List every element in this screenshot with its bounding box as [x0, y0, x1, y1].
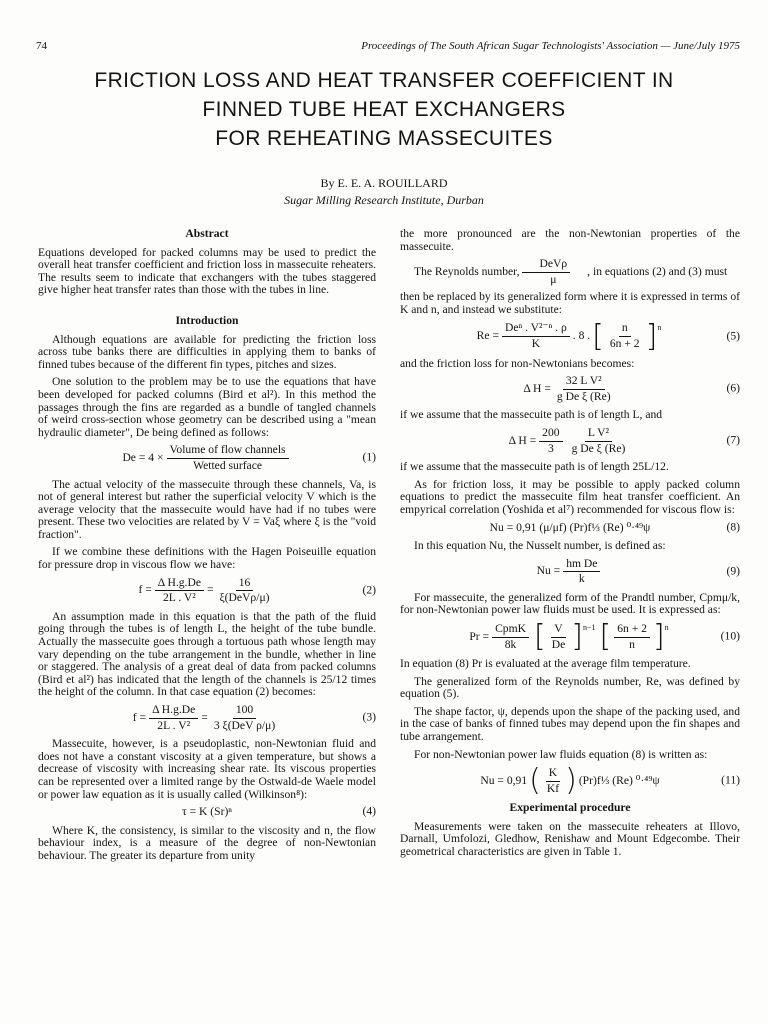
numerator: CpmK	[492, 623, 529, 638]
equation-11	[400, 763, 740, 799]
denominator: 2L . V²	[157, 718, 191, 732]
journal-header: Proceedings of The South African Sugar Technologists' Association — June/July 1975	[361, 40, 740, 52]
numerator: Δ H.g.De	[155, 577, 204, 592]
numerator: hm De	[563, 558, 600, 573]
denominator: g De ξ (Re)	[556, 389, 611, 403]
fraction	[492, 623, 529, 651]
left-column	[38, 228, 376, 868]
equation-number: (11)	[721, 773, 740, 787]
title-line-2: FINNED TUBE HEAT EXCHANGERS	[202, 98, 566, 121]
numerator: DeVρ	[522, 258, 570, 273]
denominator: K	[531, 337, 541, 351]
equation-number: (3)	[362, 710, 376, 724]
paragraph	[400, 258, 740, 286]
equation-number: (1)	[362, 451, 376, 465]
paragraph: For massecuite, the generalized form of the Prandtl number, Cpmμ/k, for non-Newtonian power law fluids must be used. It is expressed as:	[400, 590, 740, 617]
equation-number: (2)	[362, 583, 376, 597]
paragraph: In this equation Nu, the Nusselt number, is defined as:	[414, 539, 666, 553]
denominator: 3 ξ(DeV ρ/μ)	[213, 718, 276, 732]
denominator: μ	[550, 272, 557, 286]
numerator: 32 L V²	[563, 375, 605, 390]
equation-number: (6)	[726, 381, 740, 395]
fraction	[167, 444, 289, 472]
title-line-3: FOR REHEATING MASSECUITES	[215, 127, 553, 150]
eq-lhs: Δ H =	[508, 433, 537, 447]
paragraph: The generalized form of the Reynolds number, Re, was defined by equation (5).	[400, 674, 740, 701]
eq-lhs: Re =	[476, 329, 499, 343]
fraction	[149, 704, 198, 732]
numerator: Deⁿ . V²⁻ⁿ . ρ	[502, 322, 570, 337]
numerator: K	[546, 767, 560, 782]
equation-7	[400, 427, 740, 455]
text-span: The Reynolds number,	[414, 264, 520, 278]
right-column	[400, 228, 740, 864]
bracket: [ $\frac{V}{De}$ ] n−1	[534, 619, 596, 655]
numerator: Volume of flow channels	[167, 444, 289, 459]
fraction	[522, 258, 570, 286]
abstract-heading: Abstract	[185, 227, 229, 240]
equation-number: (7)	[726, 433, 740, 447]
eq-lhs: Nu =	[536, 564, 561, 578]
paragraph: As for friction loss, it may be possible to apply packed column equations to predict the massecuite film heat transfer coefficient. An empyrical correlation (Yoshida et al⁷) recommended for viscous flow is:	[400, 477, 740, 516]
denominator: ξ(DeVρ/μ)	[219, 591, 270, 605]
numerator: Δ H.g.De	[149, 704, 198, 719]
equation-2: f = $\frac{\text{Δ H.g.De}}{\text{2L . V²}}$ = $\frac{16}{\text{ξ(DeVρ/μ)}}$ (2)	[138, 575, 376, 605]
eq-rhs: (Pr)f⅓ (Re) ⁰·⁴⁹ψ	[578, 773, 660, 787]
introduction-heading: Introduction	[175, 313, 239, 327]
fraction	[607, 322, 643, 350]
equation-9	[400, 558, 740, 586]
numerator: n	[619, 322, 631, 337]
eq-lhs: De = 4 ×	[122, 451, 164, 465]
fraction	[549, 623, 569, 651]
exponent: n−1	[582, 623, 596, 633]
equation-10	[400, 619, 740, 655]
fraction	[563, 558, 600, 586]
numerator: 100	[233, 704, 256, 719]
equation-number: (4)	[362, 805, 376, 819]
numerator: L V²	[585, 427, 612, 442]
paragraph: The shape factor, ψ, depends upon the shape of the packing used, and in the case of banks of finned tubes may depend upon the fin shapes and tube arrangement.	[400, 704, 740, 744]
exponent: n	[657, 322, 662, 332]
denominator: Wetted surface	[193, 458, 262, 472]
numerator: 200	[539, 427, 562, 442]
paragraph: if we assume that the massecuite path is of length L, and	[400, 408, 663, 422]
paragraph: and the friction loss for non-Newtonians becomes:	[400, 356, 635, 370]
denominator: k	[578, 572, 585, 586]
eq-body: Nu = 0,91 (μ/μf) (Pr)f⅓ (Re) ⁰·⁴⁹ψ	[489, 520, 651, 534]
exponent: n	[664, 623, 669, 633]
text-span: , in equations (2) and (3) must	[587, 264, 728, 278]
paragraph: In equation (8) Pr is evaluated at the average film temperature.	[400, 657, 691, 671]
equation-number: (8)	[726, 520, 740, 534]
denominator: 3	[547, 441, 554, 455]
fraction	[569, 427, 629, 455]
paragraph: then be replaced by its generalized form where it is expressed in terms of K and n, and instead we substitute:	[400, 290, 740, 316]
fraction	[211, 704, 278, 732]
eq-lhs: Δ H =	[523, 381, 551, 395]
eq-lhs: Pr =	[469, 629, 490, 643]
equation-3: f = $\frac{\text{Δ H.g.De}}{\text{2L . V²}}$ = $\frac{100}{\text{3 ξ(DeV ρ/μ)}}$ (3)	[132, 703, 376, 732]
numerator: 6n + 2	[614, 623, 650, 638]
equation-5	[400, 318, 740, 354]
bracket: [ $\frac{6n + 2}{n}$ ] n	[599, 619, 669, 655]
numerator: V	[551, 623, 565, 638]
denominator: n	[629, 637, 635, 651]
paragraph: Although equations are available for predicting the friction loss across tube banks there are difficulties in applying them to banks of finned tubes because of the different fin types, pitches and sizes.	[38, 332, 376, 371]
paragraph: For non-Newtonian power law fluids equation (8) is written as:	[414, 747, 708, 761]
fraction	[544, 767, 562, 795]
paragraph: Where K, the consistency, is similar to the viscosity and n, the flow behaviour index, is a measure of the degree of non-Newtonian behaviour. The greater its departure from unity	[38, 823, 376, 862]
abstract-text: Equations developed for packed columns may be used to predict the overall heat transfer coefficient and friction loss in massecuite reheaters. The results seem to indicate that exchangers with the tubes staggered give higher heat transfer rates than those with the tubes in line.	[38, 245, 376, 297]
paragraph: If we combine these definitions with the Hagen Poiseuille equation for pressure drop in viscous flow we have:	[38, 545, 376, 572]
denominator: 2L . V²	[162, 591, 196, 605]
denominator: g De ξ (Re)	[571, 441, 626, 455]
paragraph: An assumption made in this equation is that the path of the fluid going through the tubes is of length L, the height of the tube bundle. Actually the massecuite goes through a tortuous path whose length may vary depending on the tube arrangement in the bundle, whether in line or staggered. The analysis of a great deal of data from packed columns (Bird et al²) has indicated that the length of the channels is 25/12 times the height of the column. In that case equation (2) becomes:	[38, 609, 376, 699]
paragraph: Massecuite, however, is a pseudoplastic, non-Newtonian fluid and does not have a constant viscosity at a given temperature, but shows a decrease of viscosity with increasing shear rate. Its viscous properties can be represented over a limited range by the Ostwald-de Waele model or power law equation as it is usually called (Wilkinson⁸):	[38, 737, 376, 801]
title-line-1: FRICTION LOSS AND HEAT TRANSFER COEFFICIENT IN	[94, 69, 674, 92]
paren: ( $\frac{K}{Kf}$ )	[529, 763, 577, 799]
equation-6	[400, 375, 740, 403]
paper-title	[0, 66, 768, 153]
fraction	[502, 322, 570, 350]
denominator: 6n + 2	[609, 337, 640, 351]
equation-number: (10)	[720, 629, 740, 643]
denominator: De	[551, 637, 566, 651]
paragraph: if we assume that the massecuite path is of length 25L/12.	[400, 460, 669, 474]
denominator: Kf	[546, 781, 560, 795]
paragraph: the more pronounced are the non-Newtonian properties of the massecuite.	[400, 227, 740, 253]
bracket: [ $\frac{n}{6n + 2}$ ] n	[592, 318, 662, 354]
fraction	[155, 577, 204, 605]
equation-1	[38, 444, 376, 472]
equation-4	[38, 806, 376, 819]
paragraph: One solution to the problem may be to use the equations that have been developed for packed columns (Bird et al²). In this method the passages through the fins are regarded as a bundle of tangled channels of weird cross-section whose geometry can be described using a "mean hydraulic diameter", De being defined as follows:	[38, 375, 376, 439]
equation-8	[400, 522, 740, 535]
eq-lhs: f =	[132, 710, 147, 724]
fraction	[554, 375, 614, 403]
affiliation: Sugar Milling Research Institute, Durban	[284, 193, 484, 207]
eq-lhs: f =	[138, 583, 152, 597]
paragraph: Measurements were taken on the massecuite reheaters at Illovo, Darnall, Umfolozi, Gledhow, Renishaw and Mount Edgecombe. Their geometrical characteristics are given in Table 1.	[400, 819, 740, 858]
fraction	[614, 623, 650, 651]
author: By E. E. A. ROUILLARD	[320, 176, 448, 190]
eq-body: τ = K (Sr)ⁿ	[182, 805, 232, 819]
fraction	[539, 427, 562, 455]
paragraph: The actual velocity of the massecuite through these channels, Va, is not of general interest but rather the superficial velocity V which is the average velocity that the massecuite would have had if no tubes were present. These two velocities are related by V = Vaξ where ξ is the "void fraction".	[38, 477, 376, 541]
equation-number: (5)	[726, 329, 740, 343]
eq-lhs: Nu = 0,91	[480, 773, 528, 787]
equation-number: (9)	[726, 564, 740, 578]
page-number: 74	[36, 40, 47, 52]
eq-middle: . 8 .	[572, 329, 591, 343]
numerator: 16	[236, 577, 254, 592]
denominator: 8k	[504, 637, 517, 651]
experimental-procedure-heading: Experimental procedure	[509, 801, 631, 815]
fraction	[217, 577, 273, 605]
